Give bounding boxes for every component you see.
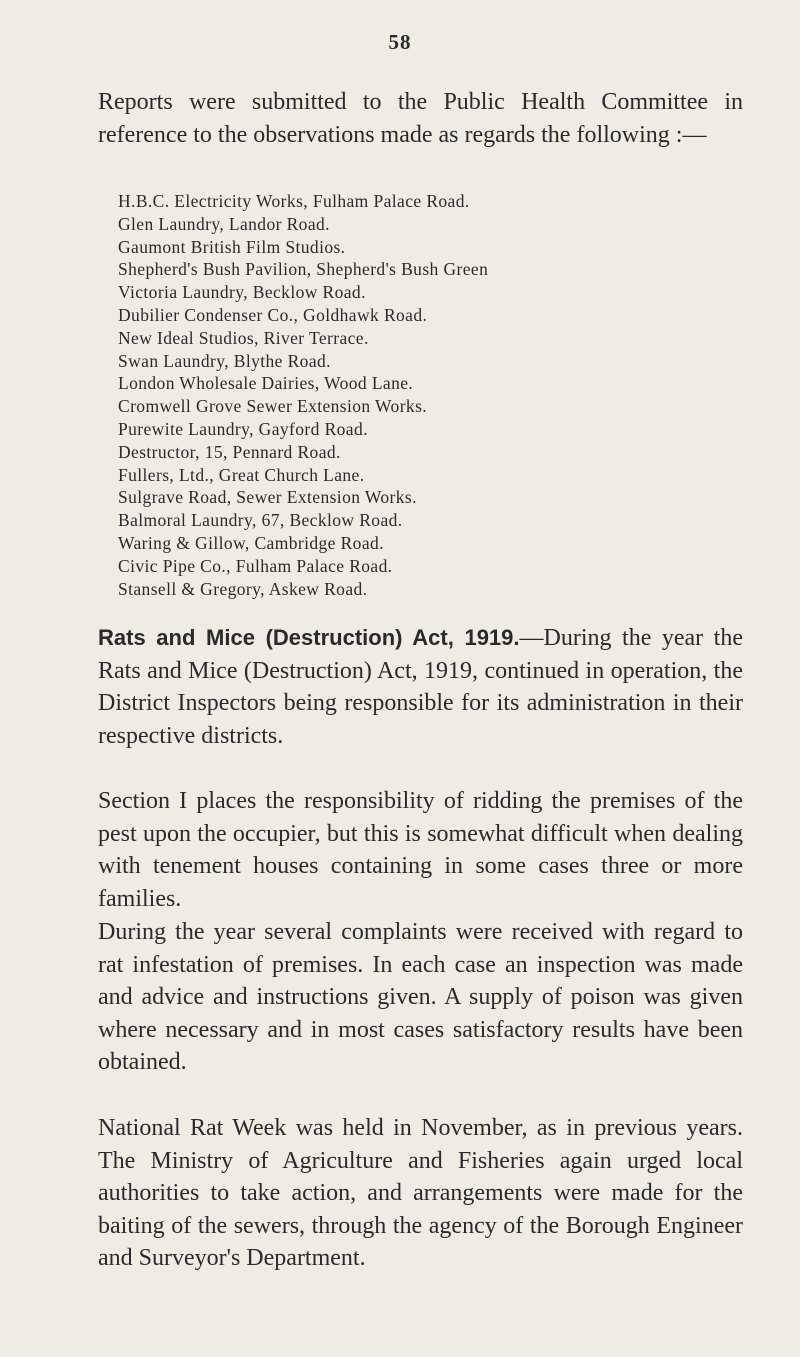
page-number: 58 bbox=[388, 30, 412, 54]
premises-list bbox=[118, 190, 488, 600]
rats-and-mice-text: —During the year the Rats and Mice (Destruction) Act, 1919, continued in operation, the District Inspectors being responsible for its administration in their respective districts. bbox=[98, 625, 743, 749]
list-item: Balmoral Laundry, 67, Becklow Road. bbox=[118, 510, 403, 531]
complaints-paragraph: During the year several complaints were received with regard to rat infestation of premises. In each case an inspection was made and advice and instructions given. A supply of poison was given where necessary and in most cases satisfactory results have been obtained. bbox=[98, 919, 743, 1076]
national-rat-week-paragraph: National Rat Week was held in November, as in previous years. The Ministry of Agriculture and Fisheries again urged local authorities to take action, and arrangements were made for the baiting of the sewers, through the agency of the Borough Engineer and Surveyor's Department. bbox=[98, 1115, 743, 1272]
list-item: Purewite Laundry, Gayford Road. bbox=[118, 418, 368, 439]
rats-and-mice-paragraph bbox=[98, 622, 743, 752]
list-item: Fullers, Ltd., Great Church Lane. bbox=[118, 464, 365, 485]
list-item: Waring & Gillow, Cambridge Road. bbox=[118, 532, 384, 553]
list-item: Dubilier Condenser Co., Goldhawk Road. bbox=[118, 304, 428, 325]
section-one-paragraph: Section I places the responsibility of ridding the premises of the pest upon the occupier, but this is somewhat difficult when dealing with tenement houses containing in some cases three or more families. bbox=[98, 788, 743, 912]
list-item: Civic Pipe Co., Fulham Palace Road. bbox=[118, 555, 393, 576]
list-item: Cromwell Grove Sewer Extension Works. bbox=[118, 396, 428, 417]
list-item: Destructor, 15, Pennard Road. bbox=[118, 441, 341, 462]
section-heading: Rats and Mice (Destruction) Act, 1919. bbox=[98, 625, 520, 650]
list-item: H.B.C. Electricity Works, Fulham Palace Road. bbox=[118, 191, 470, 211]
list-item: New Ideal Studios, River Terrace. bbox=[118, 327, 369, 348]
list-item: Victoria Laundry, Becklow Road. bbox=[118, 282, 366, 303]
list-item: Glen Laundry, Landor Road. bbox=[118, 213, 330, 234]
list-item: London Wholesale Dairies, Wood Lane. bbox=[118, 373, 414, 394]
list-item: Sulgrave Road, Sewer Extension Works. bbox=[118, 487, 417, 508]
list-item: Stansell & Gregory, Askew Road. bbox=[118, 578, 368, 599]
list-item: Shepherd's Bush Pavilion, Shepherd's Bush Green bbox=[118, 259, 489, 280]
intro-paragraph: Reports were submitted to the Public Health Committee in reference to the observations made as regards the following :— bbox=[98, 89, 743, 148]
list-item: Gaumont British Film Studios. bbox=[118, 236, 346, 257]
list-item: Swan Laundry, Blythe Road. bbox=[118, 350, 331, 371]
